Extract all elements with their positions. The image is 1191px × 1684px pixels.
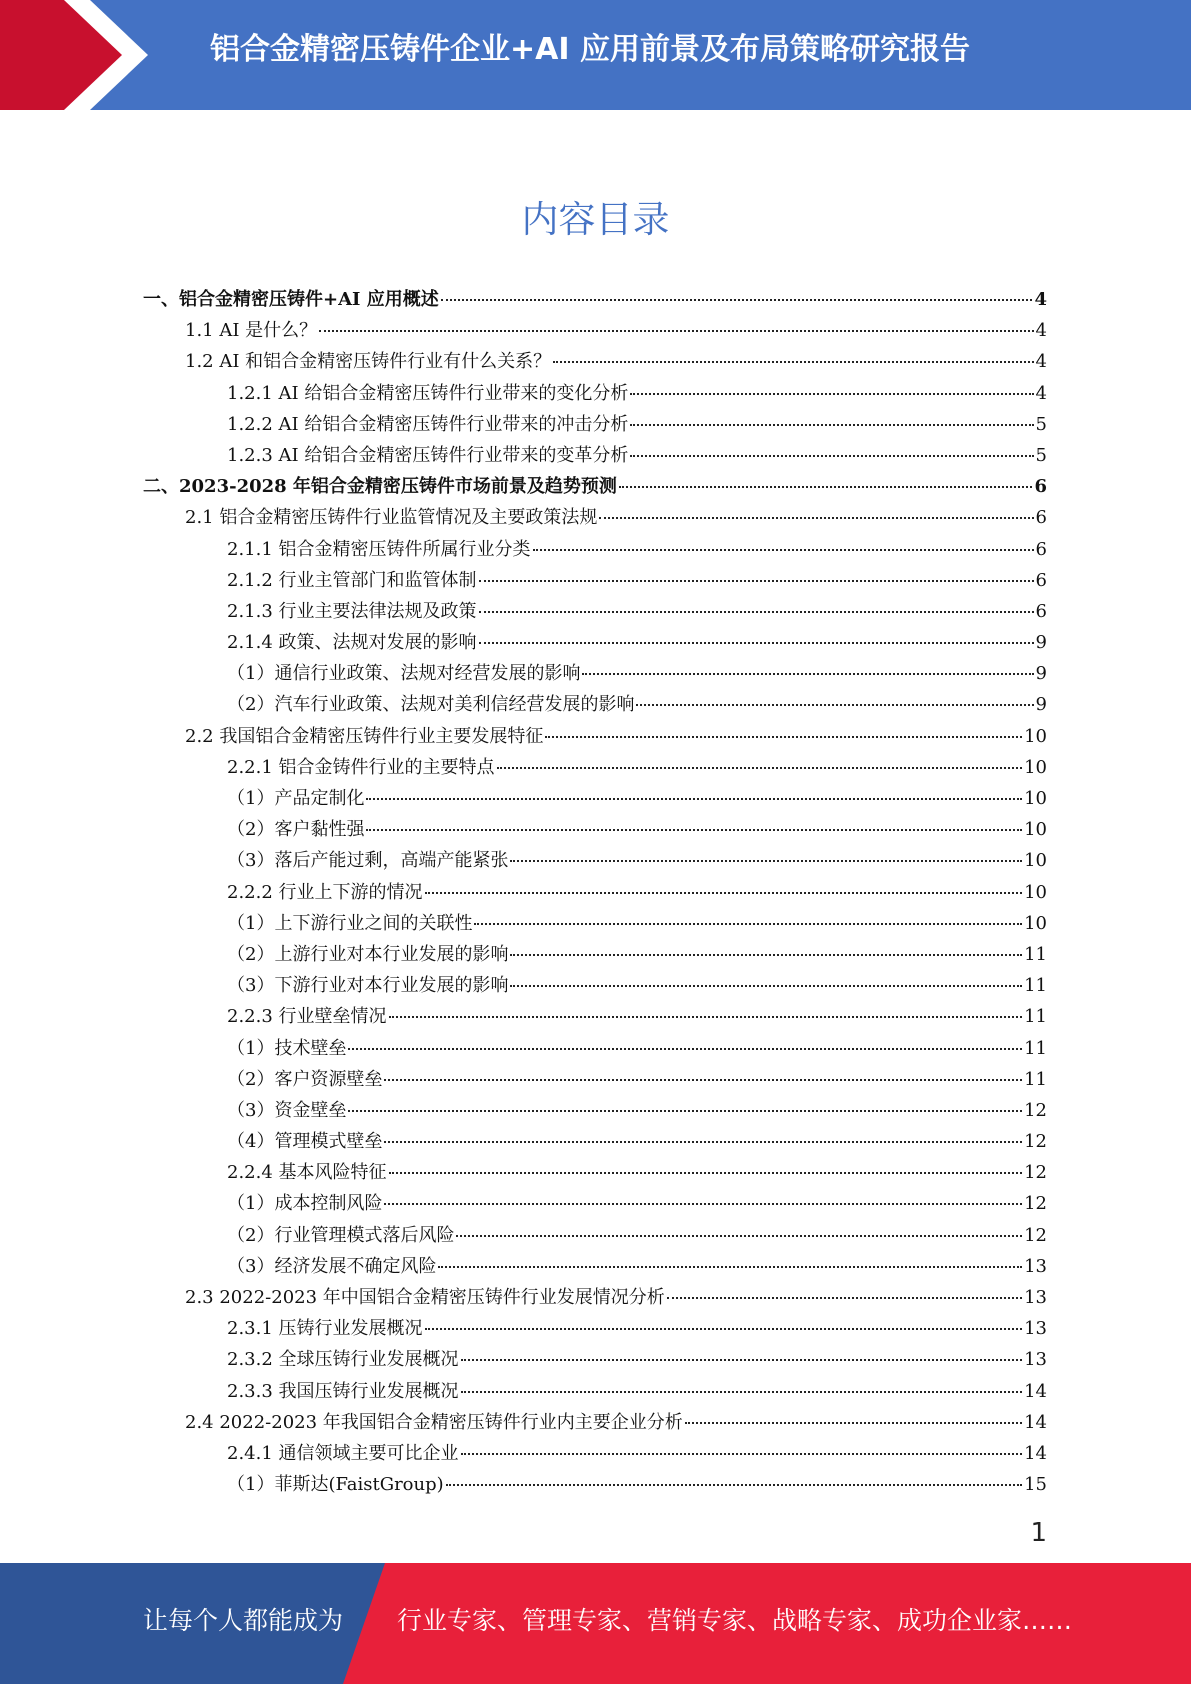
toc-entry-title: 2.2 我国铝合金精密压铸件行业主要发展特征 — [185, 725, 544, 747]
toc-entry-page: 11 — [1024, 943, 1047, 965]
toc-entry[interactable] — [0, 315, 1047, 346]
toc-entry-title: 2.4.1 通信领域主要可比企业 — [227, 1442, 459, 1464]
toc-entry[interactable] — [0, 689, 1047, 720]
footer-slogan-right: 行业专家、管理专家、营销专家、战略专家、成功企业家…… — [397, 1606, 1073, 1635]
toc-entry[interactable] — [0, 1188, 1047, 1219]
toc-entry-page: 13 — [1024, 1287, 1047, 1308]
toc-entry-title: （2）客户黏性强 — [227, 819, 365, 841]
toc-entry-title: 2.3 2022-2023 年中国铝合金精密压铸件行业发展情况分析 — [185, 1287, 665, 1308]
toc-entry-page: 6 — [1035, 569, 1047, 591]
toc-leader-dots — [348, 1110, 1022, 1112]
table-of-contents — [0, 284, 1191, 1500]
toc-entry-title: （3）资金壁垒 — [227, 1099, 347, 1121]
toc-entry[interactable] — [0, 1064, 1047, 1095]
toc-entry-title: （4）管理模式壁垒 — [227, 1131, 383, 1153]
toc-leader-dots — [366, 798, 1022, 800]
toc-entry-title: 2.2.1 铝合金铸件行业的主要特点 — [227, 756, 495, 778]
toc-entry-page: 4 — [1035, 320, 1047, 342]
toc-entry-page: 12 — [1024, 1099, 1047, 1121]
toc-entry-page: 11 — [1024, 1068, 1047, 1090]
toc-leader-dots — [425, 892, 1023, 894]
toc-entry[interactable] — [0, 346, 1047, 377]
toc-entry[interactable] — [0, 409, 1047, 440]
page-number: 1 — [1030, 1518, 1047, 1548]
toc-entry[interactable] — [0, 1282, 1047, 1313]
toc-entry-title: 2.3.2 全球压铸行业发展概况 — [227, 1349, 459, 1371]
toc-leader-dots — [384, 1079, 1022, 1081]
toc-entry-title: 2.3.1 压铸行业发展概况 — [227, 1318, 423, 1340]
toc-leader-dots — [636, 704, 1033, 706]
toc-leader-dots — [599, 517, 1033, 519]
toc-entry-title: （3）落后产能过剩，高端产能紧张 — [227, 850, 509, 872]
toc-entry[interactable] — [0, 1220, 1047, 1251]
toc-entry-page: 9 — [1035, 694, 1047, 716]
toc-leader-dots — [441, 299, 1033, 301]
toc-entry[interactable] — [0, 1033, 1047, 1064]
toc-entry-title: 1.1 AI 是什么？ — [185, 320, 318, 342]
toc-entry-page: 4 — [1035, 351, 1047, 373]
toc-entry-page: 12 — [1024, 1162, 1047, 1184]
toc-entry-title: 2.1.1 铝合金精密压铸件所属行业分类 — [227, 538, 531, 560]
toc-entry[interactable] — [0, 596, 1047, 627]
toc-entry[interactable] — [0, 440, 1047, 471]
toc-entry-title: 2.1.4 政策、法规对发展的影响 — [227, 632, 477, 654]
toc-entry[interactable] — [0, 1001, 1047, 1032]
toc-entry[interactable] — [0, 908, 1047, 939]
report-title: 铝合金精密压铸件企业+AI 应用前景及布局策略研究报告 — [210, 32, 970, 67]
toc-entry-page: 4 — [1035, 382, 1047, 404]
toc-entry[interactable] — [0, 502, 1047, 533]
toc-entry-page: 5 — [1035, 413, 1047, 435]
toc-entry-page: 4 — [1034, 289, 1047, 310]
toc-leader-dots — [456, 1235, 1022, 1237]
toc-leader-dots — [510, 954, 1022, 956]
toc-entry-page: 11 — [1024, 1006, 1047, 1028]
toc-entry-page: 15 — [1024, 1474, 1047, 1496]
toc-entry[interactable] — [0, 1469, 1047, 1500]
toc-entry[interactable] — [0, 970, 1047, 1001]
toc-leader-dots — [474, 923, 1022, 925]
toc-entry-page: 14 — [1024, 1411, 1047, 1433]
toc-entry-page: 10 — [1024, 725, 1047, 747]
toc-entry-title: 1.2 AI 和铝合金精密压铸件行业有什么关系？ — [185, 351, 552, 373]
toc-entry-page: 10 — [1024, 881, 1047, 903]
toc-entry-title: （1）上下游行业之间的关联性 — [227, 912, 473, 934]
toc-entry-title: 2.3.3 我国压铸行业发展概况 — [227, 1380, 459, 1402]
toc-entry[interactable] — [0, 1313, 1047, 1344]
toc-entry-title: （1）产品定制化 — [227, 788, 365, 809]
toc-entry[interactable] — [0, 721, 1047, 752]
toc-entry[interactable] — [0, 752, 1047, 783]
toc-leader-dots — [446, 1484, 1022, 1486]
toc-leader-dots — [389, 1016, 1023, 1018]
toc-entry[interactable] — [0, 565, 1047, 596]
toc-entry[interactable] — [0, 1438, 1047, 1469]
toc-entry-page: 12 — [1024, 1131, 1047, 1153]
toc-entry-page: 10 — [1024, 850, 1047, 872]
toc-entry[interactable] — [0, 658, 1047, 689]
toc-entry[interactable] — [0, 1095, 1047, 1126]
toc-entry-page: 12 — [1024, 1224, 1047, 1246]
toc-entry-title: （1）技术壁垒 — [227, 1037, 347, 1059]
toc-entry[interactable] — [0, 284, 1047, 315]
toc-entry-title: 2.1.3 行业主要法律法规及政策 — [227, 600, 477, 622]
toc-entry-title: 2.1 铝合金精密压铸件行业监管情况及主要政策法规 — [185, 507, 598, 529]
toc-entry[interactable] — [0, 1407, 1047, 1438]
toc-entry-title: （2）行业管理模式落后风险 — [227, 1224, 455, 1246]
toc-entry-page: 11 — [1024, 975, 1047, 997]
toc-entry[interactable] — [0, 471, 1047, 502]
toc-leader-dots — [582, 673, 1033, 675]
toc-entry[interactable] — [0, 1126, 1047, 1157]
toc-leader-dots — [389, 1172, 1023, 1174]
toc-entry-page: 6 — [1035, 600, 1047, 622]
toc-entry-page: 11 — [1024, 1037, 1047, 1059]
toc-entry[interactable] — [0, 1157, 1047, 1188]
toc-entry-title: （3）经济发展不确定风险 — [227, 1255, 437, 1277]
toc-leader-dots — [510, 985, 1022, 987]
toc-entry-page: 10 — [1024, 912, 1047, 934]
toc-entry-page: 5 — [1035, 444, 1047, 466]
toc-entry[interactable] — [0, 877, 1047, 908]
toc-entry-title: 2.2.3 行业壁垒情况 — [227, 1006, 387, 1028]
toc-entry-title: （1）通信行业政策、法规对经营发展的影响 — [227, 663, 581, 685]
toc-entry-title: 1.2.1 AI 给铝合金精密压铸件行业带来的变化分析 — [227, 382, 629, 404]
toc-leader-dots — [497, 767, 1023, 769]
toc-leader-dots — [479, 611, 1034, 613]
toc-entry[interactable] — [0, 378, 1047, 409]
toc-entry-page: 9 — [1035, 632, 1047, 654]
toc-leader-dots — [630, 393, 1033, 395]
toc-entry-page: 6 — [1035, 507, 1047, 529]
toc-entry-title: （1）成本控制风险 — [227, 1193, 383, 1215]
toc-leader-dots — [384, 1141, 1022, 1143]
toc-entry[interactable] — [0, 627, 1047, 658]
toc-leader-dots — [553, 361, 1033, 363]
toc-leader-dots — [384, 1203, 1022, 1205]
toc-leader-dots — [319, 330, 1033, 332]
toc-leader-dots — [630, 424, 1033, 426]
toc-entry-page: 10 — [1024, 819, 1047, 841]
toc-entry-page: 6 — [1035, 538, 1047, 560]
toc-entry-page: 9 — [1035, 663, 1047, 685]
toc-leader-dots — [461, 1391, 1023, 1393]
toc-entry-title: （1）菲斯达(FaistGroup) — [227, 1474, 444, 1496]
toc-entry-title: 2.4 2022-2023 年我国铝合金精密压铸件行业内主要企业分析 — [185, 1411, 683, 1433]
toc-entry[interactable] — [0, 1376, 1047, 1407]
toc-heading: 内容目录 — [521, 198, 670, 241]
toc-leader-dots — [479, 580, 1034, 582]
toc-entry[interactable] — [0, 845, 1047, 876]
toc-leader-dots — [461, 1453, 1023, 1455]
toc-entry-page: 10 — [1024, 756, 1047, 778]
toc-entry-page: 14 — [1024, 1380, 1047, 1402]
toc-entry-title: 1.2.3 AI 给铝合金精密压铸件行业带来的变革分析 — [227, 444, 629, 466]
toc-entry-page: 14 — [1024, 1442, 1047, 1464]
toc-leader-dots — [348, 1048, 1022, 1050]
toc-leader-dots — [510, 860, 1022, 862]
toc-entry-title: （2）上游行业对本行业发展的影响 — [227, 943, 509, 965]
toc-entry-page: 10 — [1024, 788, 1047, 809]
toc-entry-page: 13 — [1024, 1349, 1047, 1371]
toc-entry[interactable] — [0, 814, 1047, 845]
toc-entry-title: 2.1.2 行业主管部门和监管体制 — [227, 569, 477, 591]
toc-entry-page: 6 — [1034, 476, 1047, 498]
toc-entry-title: （2）客户资源壁垒 — [227, 1068, 383, 1090]
toc-leader-dots — [619, 486, 1033, 488]
toc-leader-dots — [479, 642, 1034, 644]
toc-leader-dots — [667, 1297, 1022, 1299]
toc-entry-page: 13 — [1024, 1255, 1047, 1277]
toc-entry[interactable] — [0, 783, 1047, 814]
toc-leader-dots — [533, 549, 1034, 551]
toc-leader-dots — [545, 736, 1022, 738]
toc-leader-dots — [425, 1328, 1023, 1330]
toc-leader-dots — [366, 829, 1022, 831]
toc-entry[interactable] — [0, 534, 1047, 565]
toc-entry-title: （3）下游行业对本行业发展的影响 — [227, 975, 509, 997]
toc-entry-title: 一、铝合金精密压铸件+AI 应用概述 — [143, 289, 439, 310]
toc-entry[interactable] — [0, 1251, 1047, 1282]
toc-entry-page: 13 — [1024, 1318, 1047, 1340]
toc-entry-title: 二、2023-2028 年铝合金精密压铸件市场前景及趋势预测 — [143, 476, 617, 498]
toc-leader-dots — [630, 455, 1033, 457]
toc-entry-title: 1.2.2 AI 给铝合金精密压铸件行业带来的冲击分析 — [227, 413, 629, 435]
toc-leader-dots — [461, 1359, 1023, 1361]
footer-slogan-left: 让每个人都能成为 — [143, 1606, 344, 1635]
toc-leader-dots — [438, 1266, 1022, 1268]
toc-entry[interactable] — [0, 1344, 1047, 1375]
toc-entry-title: 2.2.2 行业上下游的情况 — [227, 881, 423, 903]
toc-leader-dots — [685, 1422, 1022, 1424]
page-footer — [0, 1563, 1191, 1684]
toc-entry-title: 2.2.4 基本风险特征 — [227, 1162, 387, 1184]
toc-entry-title: （2）汽车行业政策、法规对美利信经营发展的影响 — [227, 694, 635, 716]
page-header — [0, 0, 1191, 110]
toc-entry[interactable] — [0, 939, 1047, 970]
toc-entry-page: 12 — [1024, 1193, 1047, 1215]
